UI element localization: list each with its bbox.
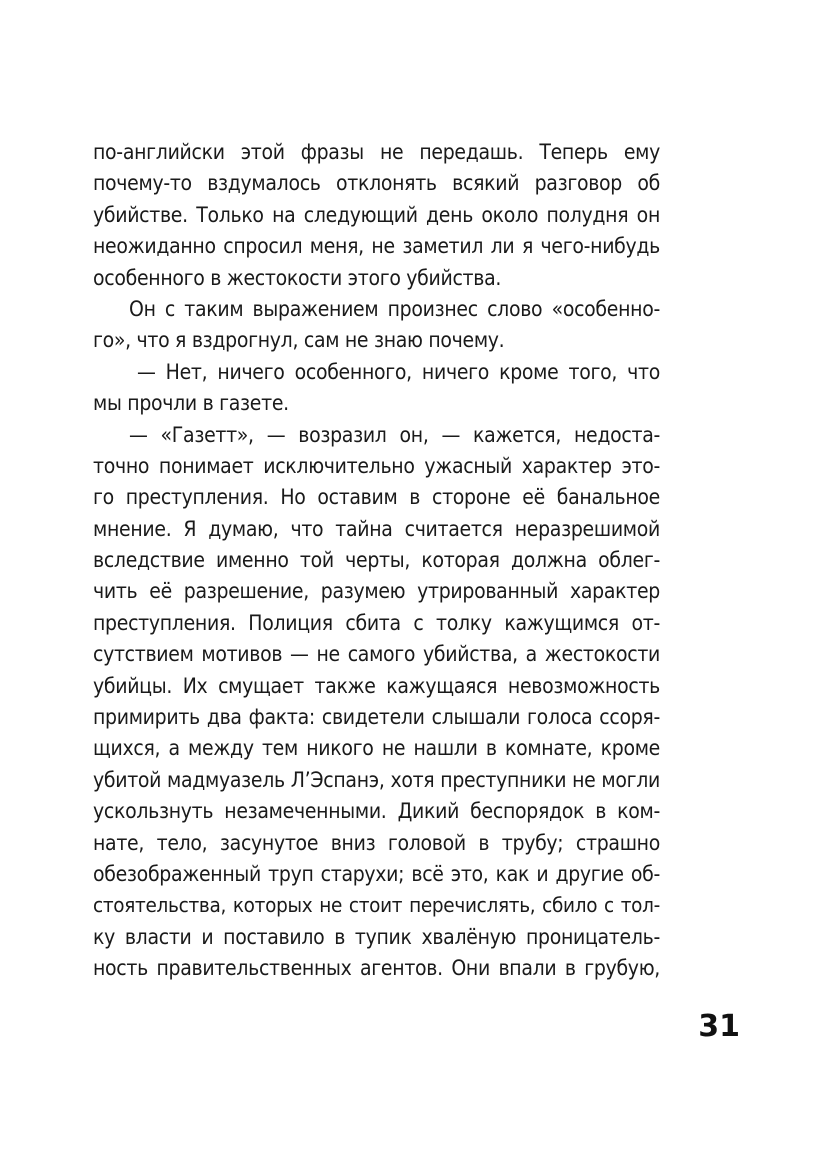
text-line: почему-то вздумалось отклонять всякий разговор об [93, 171, 660, 196]
text-line: ность правительственных агентов. Они впали в грубую, [93, 956, 660, 981]
text-line: го преступления. Но оставим в стороне её банальное [93, 485, 660, 510]
text-line: обезображенный труп старухи; всё это, как и другие об- [93, 861, 660, 886]
text-line: вследствие именно той черты, которая должна облег- [93, 548, 660, 573]
body-text [93, 137, 660, 985]
text-line: — Нет, ничего особенного, ничего кроме того, что [137, 359, 660, 384]
text-line: убитой мадмуазель Л’Эспанэ, хотя преступники не могли [93, 767, 660, 792]
text-line: го», что я вздрогнул, сам не знаю почему. [93, 328, 505, 353]
text-line: ку власти и поставило в тупик хвалёную проницатель- [93, 924, 660, 949]
text-line: стоятельства, которых не стоит перечислять, сбило с тол- [93, 893, 660, 918]
text-line: примирить два факта: свидетели слышали голоса ссоря- [93, 705, 660, 730]
text-line: особенного в жестокости этого убийства. [93, 265, 502, 290]
page-number: 31 [698, 1009, 740, 1044]
text-line: убийцы. Их смущает также кажущаяся невозможность [93, 673, 660, 698]
text-line: по-английски этой фразы не передашь. Теперь ему [93, 140, 660, 164]
text-line: точно понимает исключительно ужасный характер это- [93, 453, 660, 478]
text-line: преступления. Полиция сбита с толку кажущимся от- [93, 610, 660, 635]
text-line: — «Газетт», — возразил он, — кажется, недоста- [129, 422, 660, 447]
text-line: щихся, а между тем никого не нашли в комнате, кроме [93, 736, 660, 761]
text-line: убийстве. Только на следующий день около полудня он [93, 202, 660, 227]
text-line: Он с таким выражением произнес слово «особенно- [129, 296, 660, 321]
text-line: мнение. Я думаю, что тайна считается неразрешимой [93, 516, 660, 541]
text-line: неожиданно спросил меня, не заметил ли я чего-нибудь [93, 234, 660, 259]
text-line: нате, тело, засунутое вниз головой в трубу; страшно [93, 830, 660, 855]
text-line: чить её разрешение, разумею утрированный характер [93, 579, 660, 604]
text-line: ускользнуть незамеченными. Дикий беспорядок в ком- [93, 799, 660, 824]
text-line: мы прочли в газете. [93, 391, 289, 416]
text-line: сутствием мотивов — не самого убийства, а жестокости [93, 642, 660, 667]
